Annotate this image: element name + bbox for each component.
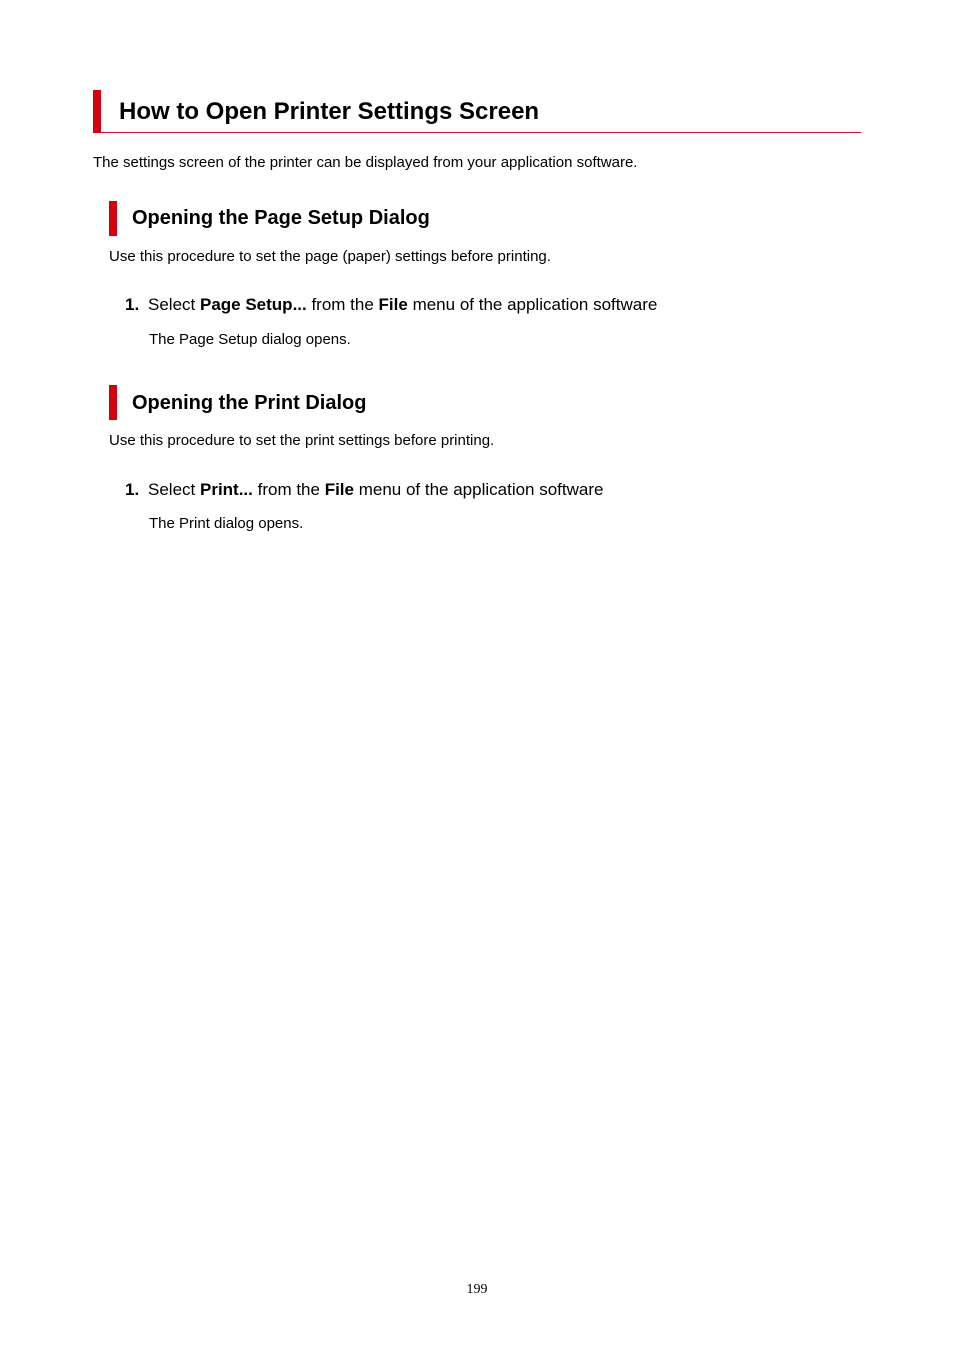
- menu-name: File: [324, 480, 354, 499]
- step-result: The Page Setup dialog opens.: [149, 331, 351, 348]
- section-title-page-setup: Opening the Page Setup Dialog: [132, 207, 430, 229]
- step-text-prefix: Select: [148, 480, 200, 499]
- menu-item-name: Page Setup...: [199, 295, 307, 314]
- step-text-suffix: menu of the application software: [407, 295, 658, 314]
- section-accent-bar: [109, 385, 117, 420]
- step-number: 1.: [125, 295, 140, 314]
- section-description: Use this procedure to set the page (paper) settings before printing.: [109, 248, 551, 265]
- step-text-suffix: menu of the application software: [354, 480, 604, 499]
- menu-item-name: Print...: [199, 480, 253, 499]
- step-page-setup: [125, 295, 657, 315]
- step-print: [125, 480, 603, 500]
- section-description: Use this procedure to set the print settings before printing.: [109, 432, 495, 449]
- menu-name: File: [378, 295, 408, 314]
- step-text-middle: from the: [306, 295, 379, 314]
- step-text-prefix: Select: [148, 295, 200, 314]
- step-text-middle: from the: [252, 480, 325, 499]
- page-number: 199: [466, 1282, 488, 1297]
- page-title-block: [93, 90, 861, 133]
- title-accent-bar: [93, 90, 101, 133]
- page-title: How to Open Printer Settings Screen: [119, 98, 540, 125]
- section-accent-bar: [109, 201, 117, 236]
- section-title-print: Opening the Print Dialog: [132, 392, 367, 414]
- step-number: 1.: [125, 480, 140, 499]
- intro-text: The settings screen of the printer can be displayed from your application software.: [93, 154, 638, 171]
- step-result: The Print dialog opens.: [149, 515, 304, 532]
